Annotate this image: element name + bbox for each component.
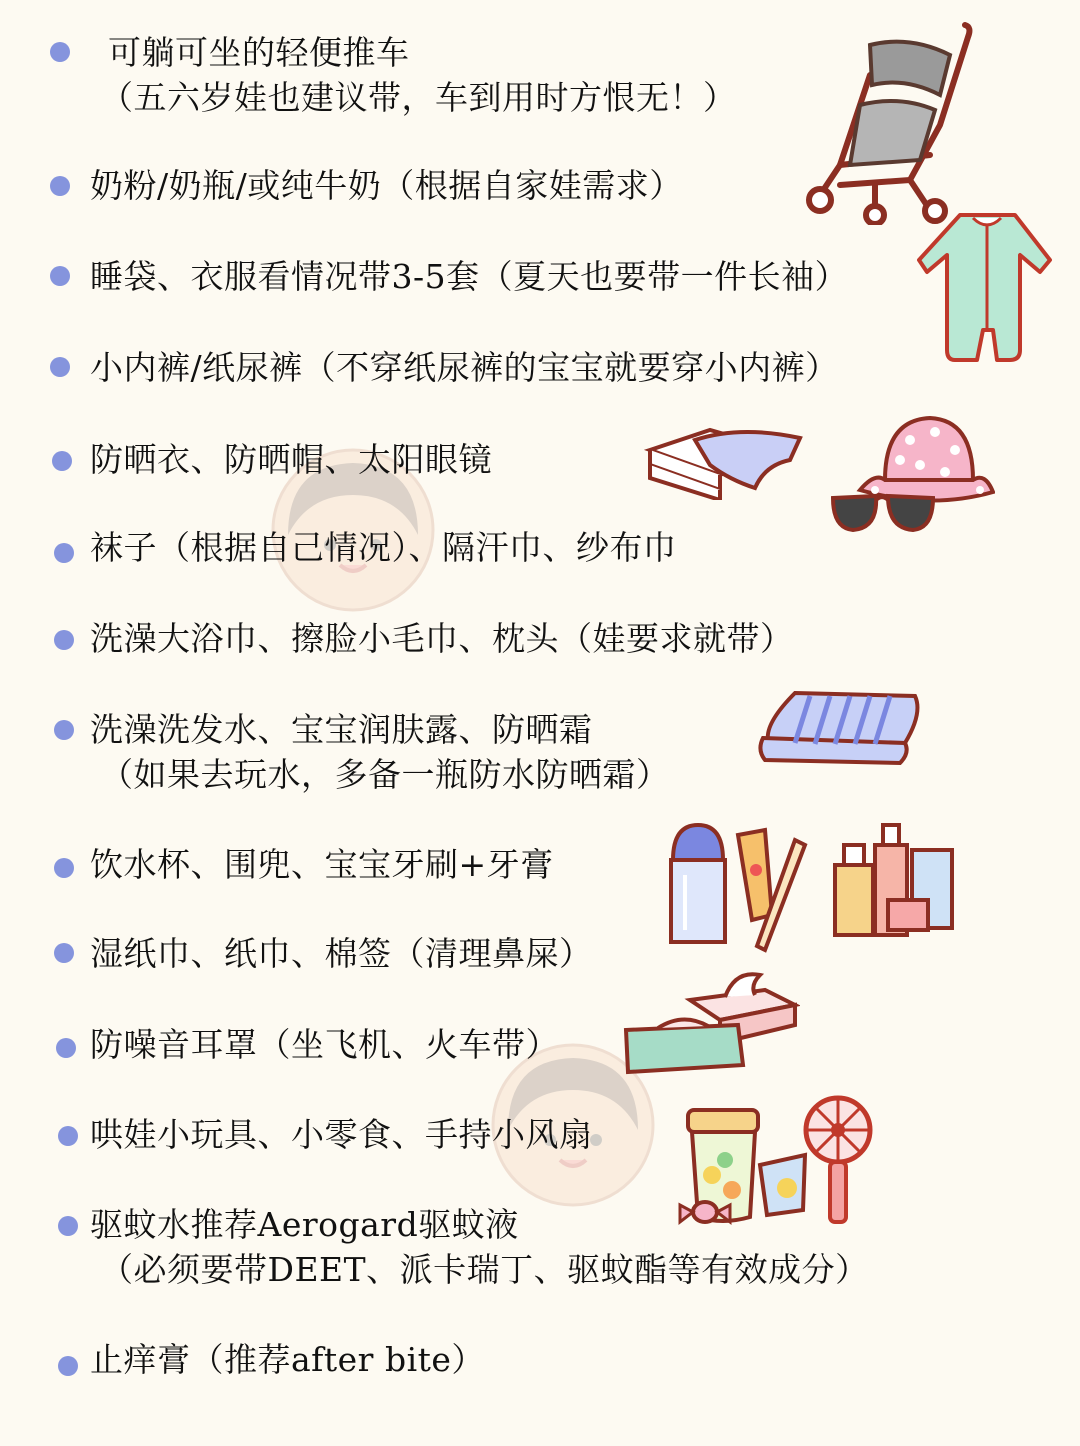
sunglasses-icon <box>828 488 938 538</box>
item-text: 驱蚊水推荐Aerogard驱蚊液 <box>90 1205 519 1244</box>
item-text: 洗澡洗发水、宝宝润肤露、防晒霜 <box>90 710 593 749</box>
item-text: 湿纸巾、纸巾、棉签（清理鼻屎） <box>90 934 593 973</box>
bullet-icon <box>54 543 74 563</box>
bullet-icon <box>58 1216 78 1236</box>
item-text: 洗澡大浴巾、擦脸小毛巾、枕头（娃要求就带） <box>90 619 794 658</box>
bullet-icon <box>58 1356 78 1376</box>
item-text: 奶粉/奶瓶/或纯牛奶（根据自家娃需求） <box>90 166 683 205</box>
item-subtext: （必须要带DEET、派卡瑞丁、驱蚊酯等有效成分） <box>100 1250 869 1289</box>
bullet-icon <box>54 720 74 740</box>
lotion-bottles-icon <box>830 820 960 940</box>
bullet-icon <box>58 1126 78 1146</box>
bath-towel-icon <box>755 688 925 768</box>
toothbrush-icon <box>730 825 810 955</box>
stroller-icon <box>800 15 980 225</box>
sleep-sack-icon <box>915 210 1060 370</box>
underwear-icon <box>640 410 810 500</box>
wet-wipes-icon <box>618 1010 748 1080</box>
bullet-icon <box>50 357 70 377</box>
item-subtext: （五六岁娃也建议带，车到用时方恨无！） <box>100 78 737 117</box>
water-cup-icon <box>665 820 730 950</box>
item-text: 止痒膏（推荐after bite） <box>90 1340 485 1379</box>
item-text: 饮水杯、围兜、宝宝牙刷+牙膏 <box>90 845 554 884</box>
bullet-icon <box>50 266 70 286</box>
hand-fan-icon <box>798 1092 878 1227</box>
item-text: 睡袋、衣服看情况带3-5套（夏天也要带一件长袖） <box>90 257 849 296</box>
bullet-icon <box>54 943 74 963</box>
candy-icon <box>675 1150 810 1235</box>
item-text: 袜子（根据自己情况）、隔汗巾、纱布巾 <box>90 528 677 567</box>
item-text: 可躺可坐的轻便推车 <box>108 33 410 72</box>
bullet-icon <box>54 858 74 878</box>
item-text: 哄娃小玩具、小零食、手持小风扇 <box>90 1115 593 1154</box>
item-text: 防晒衣、防晒帽、太阳眼镜 <box>90 440 492 479</box>
bullet-icon <box>56 1038 76 1058</box>
item-subtext: （如果去玩水，多备一瓶防水防晒霜） <box>100 755 670 794</box>
item-text: 小内裤/纸尿裤（不穿纸尿裤的宝宝就要穿小内裤） <box>90 348 839 387</box>
bullet-icon <box>50 176 70 196</box>
item-text: 防噪音耳罩（坐飞机、火车带） <box>90 1025 559 1064</box>
bullet-icon <box>50 42 70 62</box>
bullet-icon <box>54 630 74 650</box>
bullet-icon <box>52 451 72 471</box>
